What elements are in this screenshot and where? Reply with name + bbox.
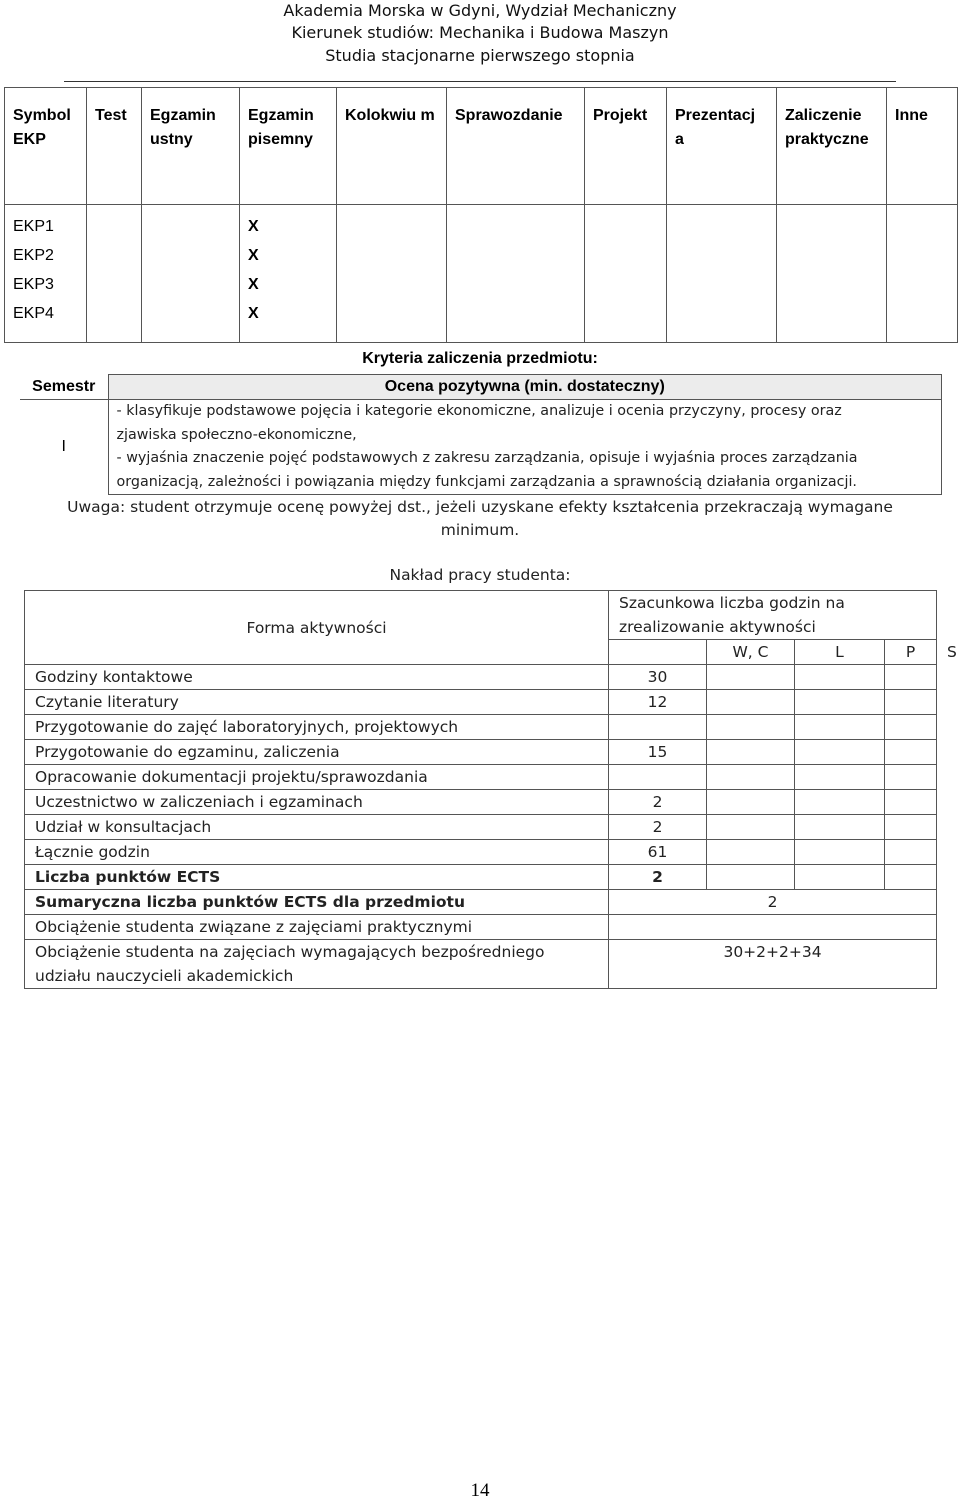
form-header: Forma aktywności — [25, 591, 609, 665]
header-divider — [64, 81, 896, 82]
col-header-symbol: Symbol EKP — [5, 88, 87, 205]
criteria-row — [20, 400, 942, 495]
row-value-wc: 2 — [609, 790, 707, 815]
direct-row — [25, 940, 937, 989]
row-label: Opracowanie dokumentacji projektu/sprawozdania — [25, 765, 609, 790]
table-row — [25, 715, 937, 740]
criteria-text — [108, 400, 942, 495]
table-row — [25, 815, 937, 840]
col-header-presentation: Prezentacj a — [667, 88, 777, 205]
oral-exam-cell — [142, 205, 240, 343]
row-value-wc: 12 — [609, 690, 707, 715]
practical-label: Obciążenie studenta związane z zajęciami praktycznymi — [25, 915, 609, 940]
direct-label: Obciążenie studenta na zajęciach wymagających bezpośredniego udziału nauczycieli akademickich — [25, 940, 609, 989]
practical-row — [25, 915, 937, 940]
col-header-written-exam: Egzamin pisemny — [240, 88, 337, 205]
col-header-oral-exam: Egzamin ustny — [142, 88, 240, 205]
sum-ects-value: 2 — [609, 890, 937, 915]
written-exam-mark: X — [248, 247, 259, 264]
table-row — [25, 765, 937, 790]
criteria-line: organizacją, zależności i powiązania między funkcjami zarządzania a sprawnością działania organizacji. — [116, 473, 857, 490]
workload-subheader-row: W, C L P S — [25, 640, 937, 665]
assessment-header-row — [5, 88, 958, 205]
page-number: 14 — [470, 1480, 490, 1501]
ects-row — [25, 865, 937, 890]
row-value-wc — [609, 765, 707, 790]
subheader-wc: W, C — [707, 640, 795, 665]
criteria-header-row — [20, 375, 942, 400]
project-cell — [585, 205, 667, 343]
row-label: Godziny kontaktowe — [25, 665, 609, 690]
criteria-title: Kryteria zaliczenia przedmiotu: — [362, 350, 598, 367]
ekp-symbols-cell — [5, 205, 87, 343]
row-label: Uczestnictwo w zaliczeniach i egzaminach — [25, 790, 609, 815]
written-exam-cell — [240, 205, 337, 343]
col-header-other: Inne — [887, 88, 958, 205]
written-exam-mark: X — [248, 276, 259, 293]
practical-value — [609, 915, 937, 940]
row-label: Przygotowanie do egzaminu, zaliczenia — [25, 740, 609, 765]
workload-title: Nakład pracy studenta: — [389, 566, 571, 584]
colloquium-cell — [337, 205, 447, 343]
presentation-cell — [667, 205, 777, 343]
practical-cell — [777, 205, 887, 343]
written-exam-mark: X — [248, 305, 259, 322]
row-value-wc: 2 — [609, 815, 707, 840]
semester-value: I — [20, 400, 108, 495]
col-header-colloquium: Kolokwiu m — [337, 88, 447, 205]
table-row — [25, 740, 937, 765]
semester-header: Semestr — [20, 375, 108, 400]
ekp-symbol: EKP3 — [13, 276, 54, 293]
row-label: Czytanie literatury — [25, 690, 609, 715]
ekp-symbol: EKP4 — [13, 305, 54, 322]
header-line-1: Akademia Morska w Gdyni, Wydział Mechaniczny — [283, 1, 677, 20]
subheader-l: L — [795, 640, 885, 665]
col-header-project: Projekt — [585, 88, 667, 205]
hours-header: Szacunkowa liczba godzin na zrealizowanie aktywności — [609, 591, 937, 640]
table-row — [25, 690, 937, 715]
other-cell — [887, 205, 958, 343]
criteria-note: Uwaga: student otrzymuje ocenę powyżej dst., jeżeli uzyskane efekty kształcenia przekraczają wymagane minimum. — [67, 498, 893, 539]
table-row — [25, 790, 937, 815]
criteria-line: - wyjaśnia znaczenie pojęć podstawowych z zakresu zarządzania, opisuje i wyjaśnia proces zarządzania — [116, 450, 858, 466]
criteria-table — [20, 374, 942, 495]
criteria-line: - klasyfikuje podstawowe pojęcia i kategorie ekonomiczne, analizuje i ocenia przyczyny, procesy oraz — [116, 403, 842, 419]
table-row — [25, 665, 937, 690]
workload-header-row — [25, 591, 937, 640]
direct-value: 30+2+2+34 — [609, 940, 937, 989]
sum-ects-row — [25, 890, 937, 915]
written-exam-mark: X — [248, 218, 259, 235]
row-label: Łącznie godzin — [25, 840, 609, 865]
row-value-wc: 30 — [609, 665, 707, 690]
col-header-practical: Zaliczenie praktyczne — [777, 88, 887, 205]
row-value-wc: 15 — [609, 740, 707, 765]
row-value-wc — [609, 715, 707, 740]
test-cell — [87, 205, 142, 343]
assessment-table — [4, 87, 958, 343]
subheader-spacer — [609, 640, 707, 665]
row-label: Udział w konsultacjach — [25, 815, 609, 840]
assessment-body-row — [5, 205, 958, 343]
header-line-2: Kierunek studiów: Mechanika i Budowa Maszyn — [291, 23, 669, 42]
row-label: Przygotowanie do zajęć laboratoryjnych, projektowych — [25, 715, 609, 740]
table-row — [25, 840, 937, 865]
ects-value: 2 — [609, 865, 707, 890]
report-cell — [447, 205, 585, 343]
col-header-test: Test — [87, 88, 142, 205]
ekp-symbol: EKP1 — [13, 218, 54, 235]
header-line-3: Studia stacjonarne pierwszego stopnia — [325, 46, 635, 65]
workload-table — [24, 590, 957, 989]
ects-label: Liczba punktów ECTS — [25, 865, 609, 890]
col-header-report: Sprawozdanie — [447, 88, 585, 205]
ekp-symbol: EKP2 — [13, 247, 54, 264]
row-value-wc: 61 — [609, 840, 707, 865]
sum-ects-label: Sumaryczna liczba punktów ECTS dla przedmiotu — [25, 890, 609, 915]
grade-header: Ocena pozytywna (min. dostateczny) — [108, 375, 942, 400]
subheader-p: P — [885, 640, 937, 665]
criteria-line: zjawiska społeczno-ekonomiczne, — [116, 426, 357, 443]
